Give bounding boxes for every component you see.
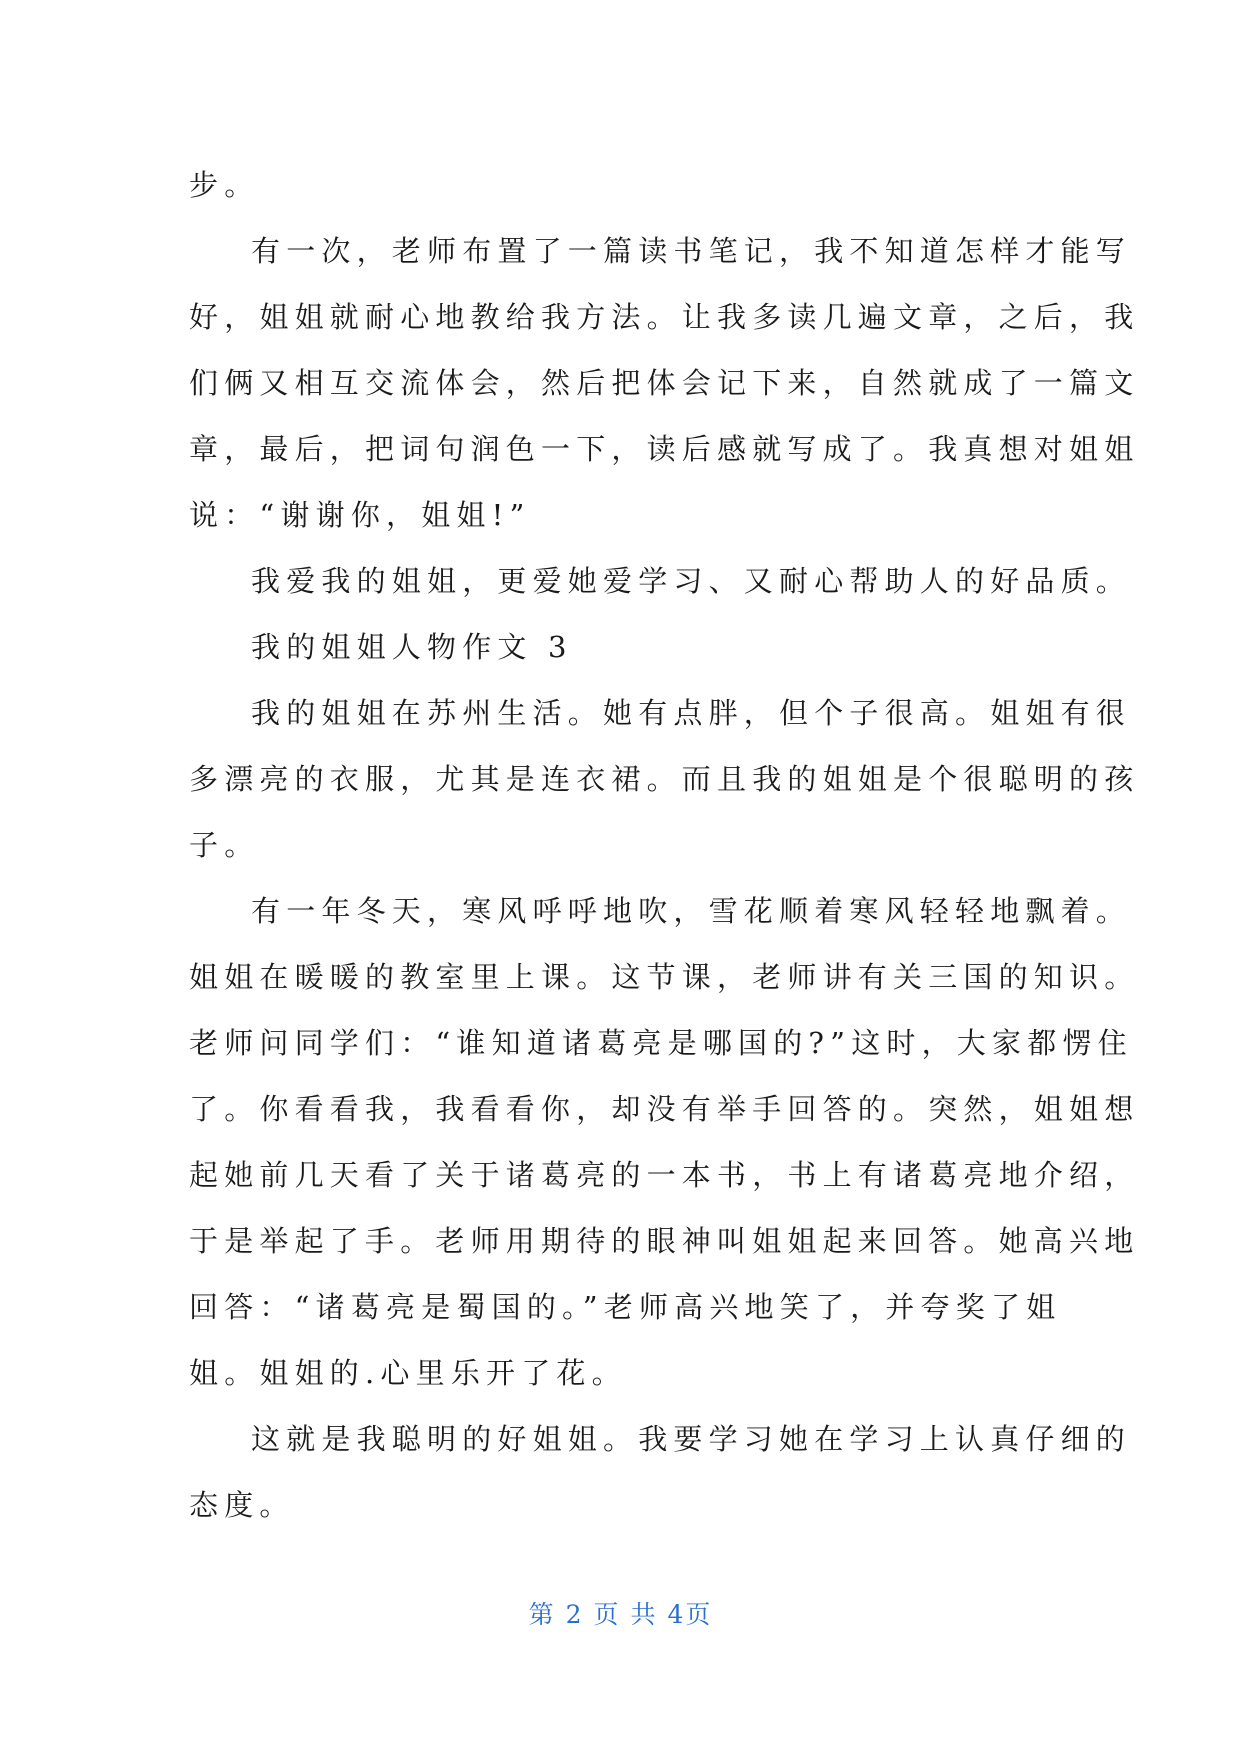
text-line: 回答：“诸葛亮是蜀国的。”老师高兴地笑了，并夸奖了姐 bbox=[189, 1290, 1062, 1324]
text-line: 这就是我聪明的好姐姐。我要学习她在学习上认真仔细的 bbox=[251, 1422, 1132, 1456]
text-line: 好，姐姐就耐心地教给我方法。让我多读几遍文章，之后，我 bbox=[189, 300, 1140, 334]
text-line: 姐。姐姐的.心里乐开了花。 bbox=[189, 1356, 627, 1390]
text-line: 老师问同学们：“谁知道诸葛亮是哪国的?”这时，大家都愣住 bbox=[189, 1026, 1133, 1060]
section-heading: 我的姐姐人物作文 3 bbox=[251, 630, 573, 664]
footer-page-word: 页 bbox=[593, 1600, 621, 1629]
text-line: 多漂亮的衣服，尤其是连衣裙。而且我的姐姐是个很聪明的孩 bbox=[189, 762, 1140, 796]
text-line: 于是举起了手。老师用期待的眼神叫姐姐起来回答。她高兴地 bbox=[189, 1224, 1140, 1258]
footer-total-pages: 4 bbox=[667, 1600, 686, 1629]
text-line: 我爱我的姐姐，更爱她爱学习、又耐心帮助人的好品质。 bbox=[251, 564, 1132, 598]
text-line: 我的姐姐在苏州生活。她有点胖，但个子很高。姐姐有很 bbox=[251, 696, 1132, 730]
text-line: 有一年冬天，寒风呼呼地吹，雪花顺着寒风轻轻地飘着。 bbox=[251, 894, 1132, 928]
footer-prefix: 第 bbox=[528, 1600, 556, 1629]
text-line: 说：“谢谢你，姐姐!” bbox=[189, 498, 531, 532]
text-line: 章，最后，把词句润色一下，读后感就写成了。我真想对姐姐 bbox=[189, 432, 1140, 466]
footer-suffix: 页 bbox=[685, 1600, 713, 1629]
text-line: 步。 bbox=[189, 168, 260, 202]
text-line: 态度。 bbox=[189, 1488, 295, 1522]
text-line: 子。 bbox=[189, 828, 260, 862]
text-line: 们俩又相互交流体会，然后把体会记下来，自然就成了一篇文 bbox=[189, 366, 1140, 400]
text-line: 起她前几天看了关于诸葛亮的一本书，书上有诸葛亮地介绍， bbox=[189, 1158, 1140, 1192]
footer-total-word: 共 bbox=[630, 1600, 658, 1629]
page-footer bbox=[0, 1595, 1241, 1631]
text-line: 有一次，老师布置了一篇读书笔记，我不知道怎样才能写 bbox=[251, 234, 1132, 268]
document-body bbox=[189, 152, 1140, 1538]
footer-current-page: 2 bbox=[565, 1600, 584, 1629]
text-line: 姐姐在暖暖的教室里上课。这节课，老师讲有关三国的知识。 bbox=[189, 960, 1140, 994]
text-line: 了。你看看我，我看看你，却没有举手回答的。突然，姐姐想 bbox=[189, 1092, 1140, 1126]
